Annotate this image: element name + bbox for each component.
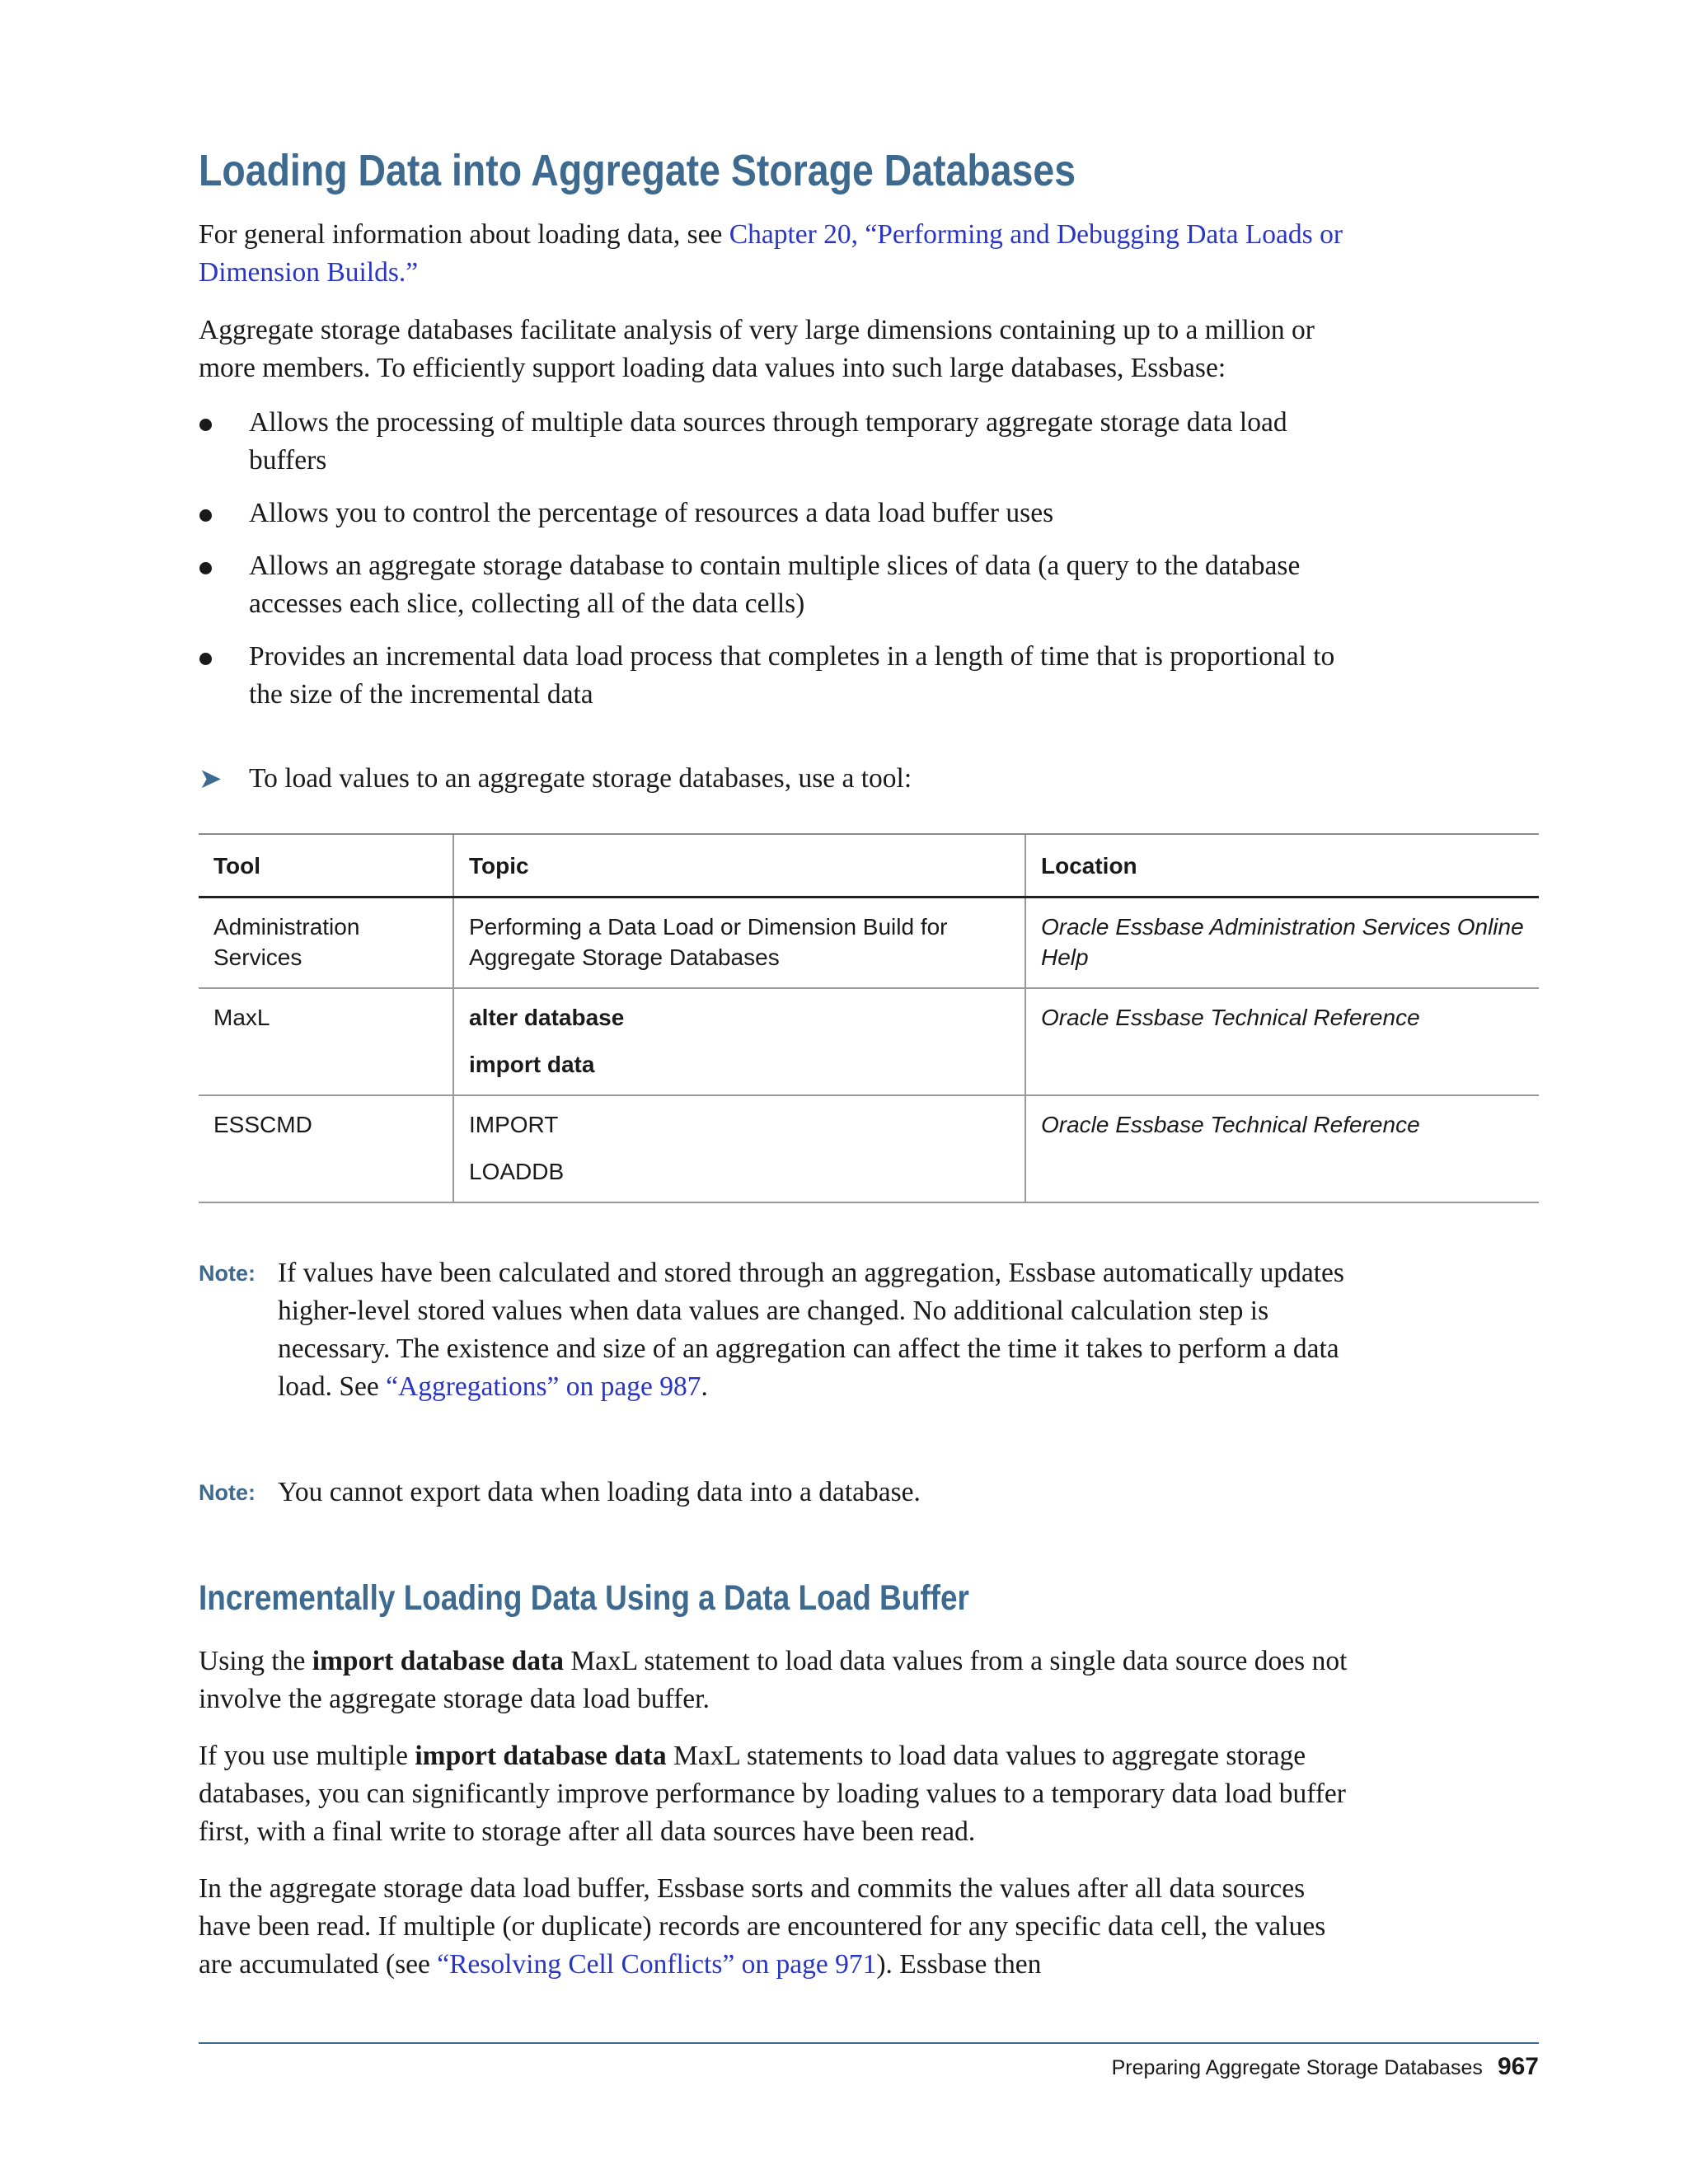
buffer-paragraph: If you use multiple import database data MaxL statements to load data values to aggregate storage databases, you can significantly improve performance by loading values to a temporary data load buffer first, with a final write to storage after all data sources have been read. — [199, 1741, 1346, 1847]
footer-section-title: Preparing Aggregate Storage Databases — [1111, 2056, 1483, 2079]
note-label: Note: — [199, 1261, 256, 1286]
tool-cell: MaxL — [199, 988, 453, 1095]
location-cell: Oracle Essbase Technical Reference — [1025, 1095, 1539, 1202]
tool-cell: Administration Services — [199, 898, 453, 989]
table-row — [199, 1095, 1539, 1202]
maxl-statement: import database data — [415, 1741, 667, 1771]
footer-divider — [199, 2042, 1539, 2044]
table-header-row — [199, 834, 1539, 898]
note-label: Note: — [199, 1480, 256, 1505]
aggregations-link[interactable]: “Aggregations” on page 987 — [386, 1371, 701, 1402]
note-body: You cannot export data when loading data into a database. — [278, 1477, 921, 1507]
tool-cell: ESSCMD — [199, 1095, 453, 1202]
page-number: 967 — [1497, 2053, 1539, 2080]
intro-paragraph — [199, 216, 1348, 292]
list-item: Allows you to control the percentage of resources a data load buffer uses — [199, 494, 1348, 532]
topic-cell — [453, 988, 1025, 1095]
bullet-icon — [199, 419, 212, 431]
note-export — [199, 1474, 1353, 1515]
list-item: Allows the processing of multiple data sources through temporary aggregate storage data load buffers — [199, 404, 1348, 480]
chapter-20-link[interactable]: Chapter 20, “Performing and Debugging Data Loads or Dimension Builds.” — [199, 219, 1343, 288]
topic-command: alter database — [469, 1005, 625, 1030]
cell-conflicts-link[interactable]: “Resolving Cell Conflicts” on page 971 — [437, 1949, 877, 1980]
topic-cell: Performing a Data Load or Dimension Build for Aggregate Storage Databases — [453, 898, 1025, 989]
location-cell: Oracle Essbase Administration Services Online Help — [1025, 898, 1539, 989]
table-row — [199, 988, 1539, 1095]
feature-list — [199, 404, 1348, 729]
accumulate-paragraph: In the aggregate storage data load buffer, Essbase sorts and commits the values after all data sources have been read. If multiple (or duplicate) records are encountered for any specific data cell, the values are accumulated (see “Resolving Cell Conflicts” on page 971). Essbase then — [199, 1873, 1326, 1980]
column-header-tool: Tool — [199, 834, 453, 898]
bullet-icon — [199, 653, 212, 665]
table-row — [199, 898, 1539, 989]
intro-text: For general information about loading data, see — [199, 219, 729, 250]
location-cell: Oracle Essbase Technical Reference — [1025, 988, 1539, 1095]
overview-paragraph: Aggregate storage databases facilitate analysis of very large dimensions containing up to a million or more members. To efficiently support loading data values into such large databases, Essbase: — [199, 315, 1315, 383]
list-item: Provides an incremental data load process that completes in a length of time that is proportional to the size of the incremental data — [199, 638, 1348, 714]
column-header-location: Location — [1025, 834, 1539, 898]
arrow-right-icon: ➤ — [199, 762, 223, 795]
topic-command: import data — [469, 1052, 595, 1077]
section-heading: Incrementally Loading Data Using a Data Load Buffer — [199, 1578, 969, 1618]
bullet-icon — [199, 509, 212, 522]
maxl-statement: import database data — [312, 1646, 564, 1676]
note-aggregation — [199, 1254, 1353, 1411]
topic-cell — [453, 1095, 1025, 1202]
bullet-icon — [199, 562, 212, 574]
page-title: Loading Data into Aggregate Storage Databases — [199, 146, 1076, 195]
topic-command: LOADDB — [469, 1159, 565, 1184]
import-paragraph: Using the import database data MaxL statement to load data values from a single data source does not involve the aggregate storage data load buffer. — [199, 1646, 1348, 1714]
topic-command: IMPORT — [469, 1112, 559, 1137]
note-body: If values have been calculated and stored through an aggregation, Essbase automatically updates higher-level stored values when data values are changed. No additional calculation step is necessary. The existence and size of an aggregation can affect the time it takes to perform a data load. See “Aggregations” on page 987. — [278, 1258, 1344, 1402]
tools-table — [199, 833, 1539, 1203]
column-header-topic: Topic — [453, 834, 1025, 898]
page-footer — [1112, 2050, 1539, 2084]
procedure-text: To load values to an aggregate storage databases, use a tool: — [249, 763, 912, 794]
list-item: Allows an aggregate storage database to contain multiple slices of data (a query to the database accesses each slice, collecting all of the data cells) — [199, 547, 1348, 623]
